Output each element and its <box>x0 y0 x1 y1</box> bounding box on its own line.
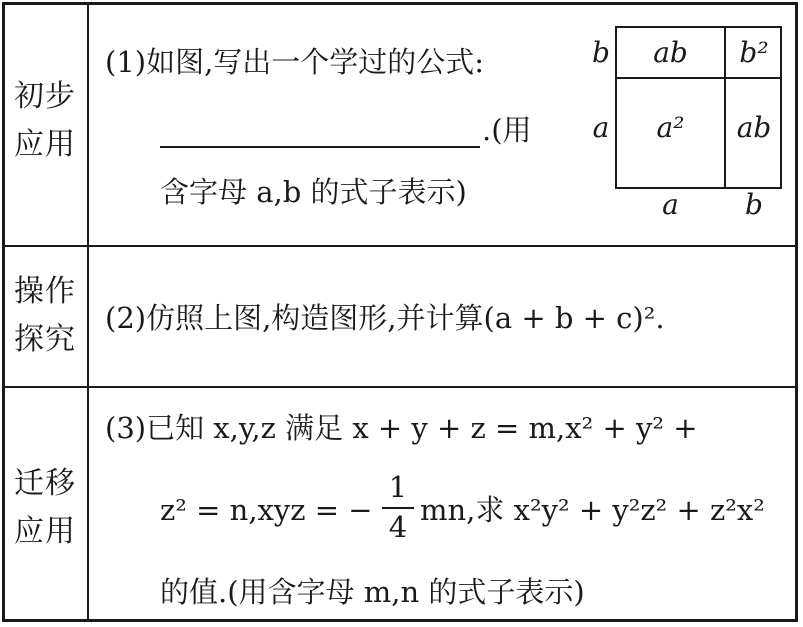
question-1-line-3: 含字母 a,b 的式子表示) <box>160 175 467 209</box>
cell-top-right: b² <box>739 36 769 69</box>
fraction-bar <box>382 507 414 509</box>
side-label-top: b <box>592 36 610 69</box>
row-divider-1 <box>2 245 798 247</box>
question-1-line-2: .(用 <box>482 113 532 147</box>
side-label-bottom: a <box>592 111 610 144</box>
question-3-line-2-tail: mn,求 x²y² + y²z² + z²x² <box>420 493 765 527</box>
category-label-3: 迁移 应用 <box>14 466 76 549</box>
cell-bottom-right: ab <box>736 111 772 144</box>
diagram-horizontal-split <box>615 77 782 79</box>
question-2: (2)仿照上图,构造图形,并计算(a + b + c)². <box>105 301 665 335</box>
fraction-denominator: 4 <box>388 510 408 544</box>
category-label-1: 初步 应用 <box>14 79 76 162</box>
answer-blank <box>160 146 480 148</box>
question-3-line-2: z² = n,xyz = − <box>160 493 373 527</box>
fraction-numerator: 1 <box>388 470 408 504</box>
question-1-line-1: (1)如图,写出一个学过的公式: <box>105 45 485 79</box>
column-divider <box>87 2 89 622</box>
row-divider-2 <box>2 386 798 388</box>
question-3-line-3: 的值.(用含字母 m,n 的式子表示) <box>160 575 585 609</box>
cell-bottom-left: a² <box>656 111 685 144</box>
bottom-label-right: b <box>745 188 763 221</box>
category-label-2: 操作 探究 <box>14 274 76 357</box>
bottom-label-left: a <box>662 188 679 221</box>
question-3-line-1: (3)已知 x,y,z 满足 x + y + z = m,x² + y² + <box>105 411 698 445</box>
cell-top-left: ab <box>653 36 688 69</box>
